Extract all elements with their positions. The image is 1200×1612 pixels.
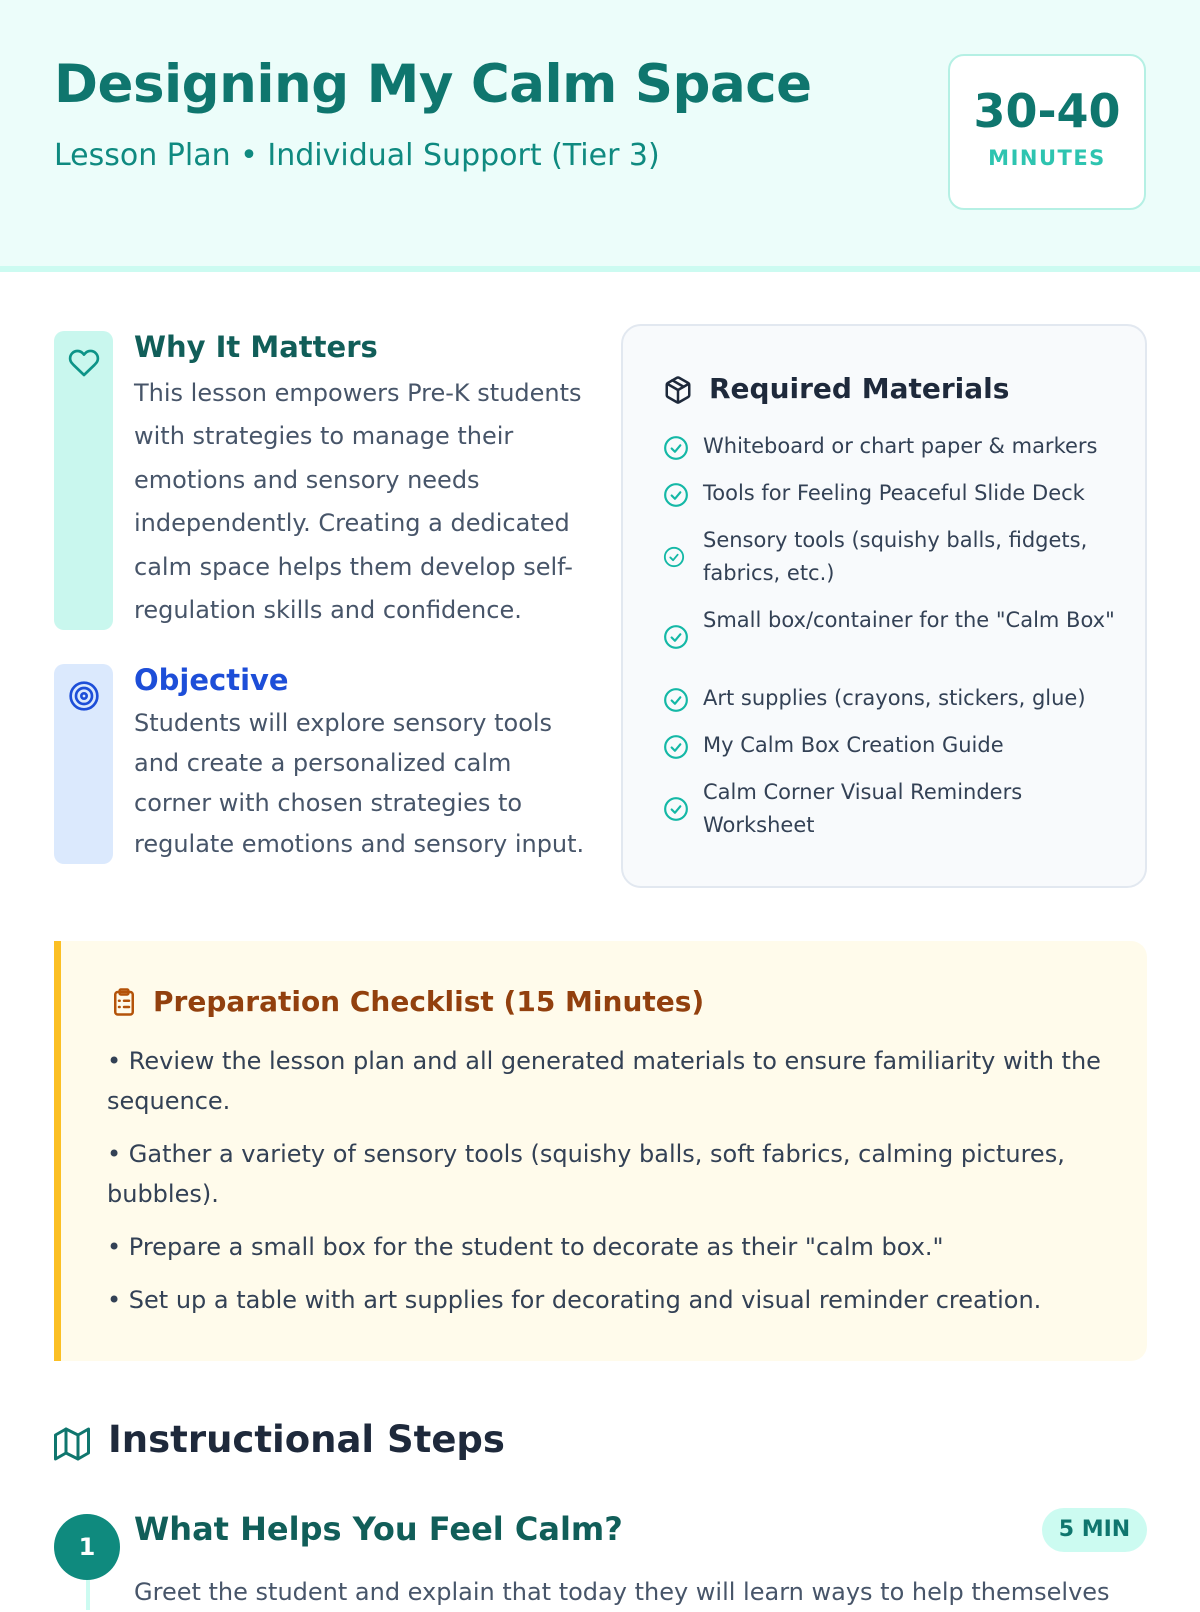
step-title: What Helps You Feel Calm? <box>134 1510 623 1548</box>
duration-unit: MINUTES <box>988 146 1106 170</box>
check-circle-icon <box>663 482 689 508</box>
preparation-item: • Gather a variety of sensory tools (squishy balls, soft fabrics, calming pictures, bubbles). <box>107 1140 1065 1208</box>
step-description: Greet the student and explain that today they will learn ways to help themselves <box>134 1578 1110 1606</box>
materials-title: Required Materials <box>709 372 1010 405</box>
clipboard-icon <box>109 987 139 1017</box>
material-label: My Calm Box Creation Guide <box>703 733 1004 757</box>
box-icon <box>663 375 693 405</box>
preparation-heading <box>109 985 704 1018</box>
material-label: Tools for Feeling Peaceful Slide Deck <box>703 481 1085 505</box>
preparation-checklist <box>54 941 1147 1361</box>
material-label: Whiteboard or chart paper & markers <box>703 434 1098 458</box>
duration-value: 30-40 <box>973 84 1121 138</box>
preparation-item: • Review the lesson plan and all generated materials to ensure familiarity with the sequence. <box>107 1047 1101 1115</box>
check-circle-icon <box>663 796 689 822</box>
why-it-matters-accent-bar <box>54 331 113 630</box>
page-subtitle: Lesson Plan • Individual Support (Tier 3) <box>54 138 660 173</box>
check-circle-icon <box>663 546 685 568</box>
instructional-steps-heading <box>54 1418 505 1461</box>
map-icon <box>54 1426 90 1462</box>
preparation-item: • Prepare a small box for the student to decorate as their "calm box." <box>107 1233 944 1261</box>
required-materials-card <box>621 324 1147 888</box>
why-it-matters-title: Why It Matters <box>134 330 378 364</box>
preparation-item: • Set up a table with art supplies for decorating and visual reminder creation. <box>107 1286 1042 1314</box>
check-circle-icon <box>663 734 689 760</box>
instructional-steps-title: Instructional Steps <box>108 1418 505 1461</box>
objective-title: Objective <box>134 663 289 697</box>
objective-accent-bar <box>54 664 113 864</box>
check-circle-icon <box>663 687 689 713</box>
heart-icon <box>68 347 100 379</box>
materials-heading <box>663 372 1009 405</box>
objective-text: Students will explore sensory tools and create a personalized calm corner with chosen strategies to regulate emotions and sensory input. <box>134 709 585 858</box>
timeline-line <box>86 1580 90 1610</box>
material-label: Calm Corner Visual Reminders Worksheet <box>703 780 1023 837</box>
step-duration-badge: 5 MIN <box>1042 1508 1147 1552</box>
step-number: 1 <box>54 1514 120 1580</box>
lesson-header <box>0 0 1200 272</box>
duration-card <box>948 54 1146 210</box>
target-icon <box>68 680 100 712</box>
why-it-matters-text: This lesson empowers Pre-K students with strategies to manage their emotions and sensory needs independently. Creating a dedicated calm space helps them develop self-regulation skills and confidence. <box>134 379 582 625</box>
preparation-title: Preparation Checklist (15 Minutes) <box>153 985 705 1018</box>
material-label: Small box/container for the "Calm Box" <box>703 608 1115 632</box>
material-label: Sensory tools (squishy balls, fidgets, fabrics, etc.) <box>703 528 1088 585</box>
check-circle-icon <box>663 435 689 461</box>
check-circle-icon <box>663 624 689 650</box>
page-title: Designing My Calm Space <box>54 54 812 115</box>
material-label: Art supplies (crayons, stickers, glue) <box>703 686 1086 710</box>
